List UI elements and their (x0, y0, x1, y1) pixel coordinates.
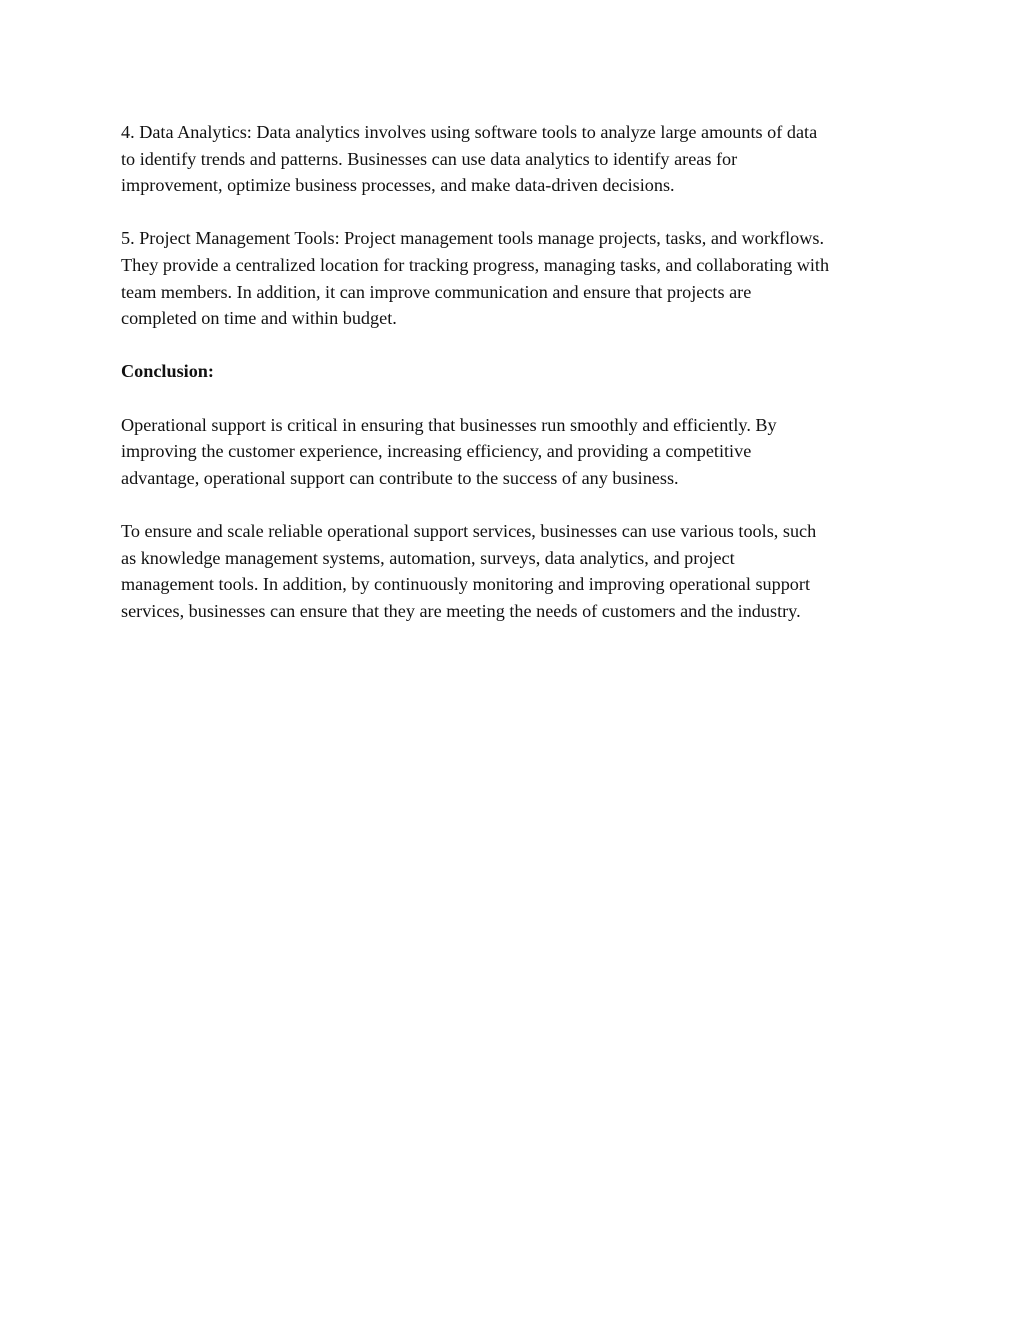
conclusion-heading: Conclusion: (121, 361, 214, 382)
paragraph-data-analytics: 4. Data Analytics: Data analytics involves using software tools to analyze large amounts of data to identify trends and patterns. Businesses can use data analytics to identify areas for improvement, optimize business processes, and make data-driven decisions. (121, 122, 818, 196)
document-body (121, 119, 911, 651)
paragraph-project-management-tools: 5. Project Management Tools: Project management tools manage projects, tasks, and workflows. They provide a centralized location for tracking progress, managing tasks, and collaborating with team members. In addition, it can improve communication and ensure that projects are completed on time and within budget. (121, 228, 830, 329)
paragraph-conclusion-2: To ensure and scale reliable operational support services, businesses can use various tools, such as knowledge management systems, automation, surveys, data analytics, and project management tools. In addition, by continuously monitoring and improving operational support services, businesses can ensure that they are meeting the needs of customers and the industry. (121, 520, 817, 621)
paragraph-conclusion-1: Operational support is critical in ensuring that businesses run smoothly and efficiently. By improving the customer experience, increasing efficiency, and providing a competitive advantage, operational support can contribute to the success of any business. (121, 414, 777, 488)
